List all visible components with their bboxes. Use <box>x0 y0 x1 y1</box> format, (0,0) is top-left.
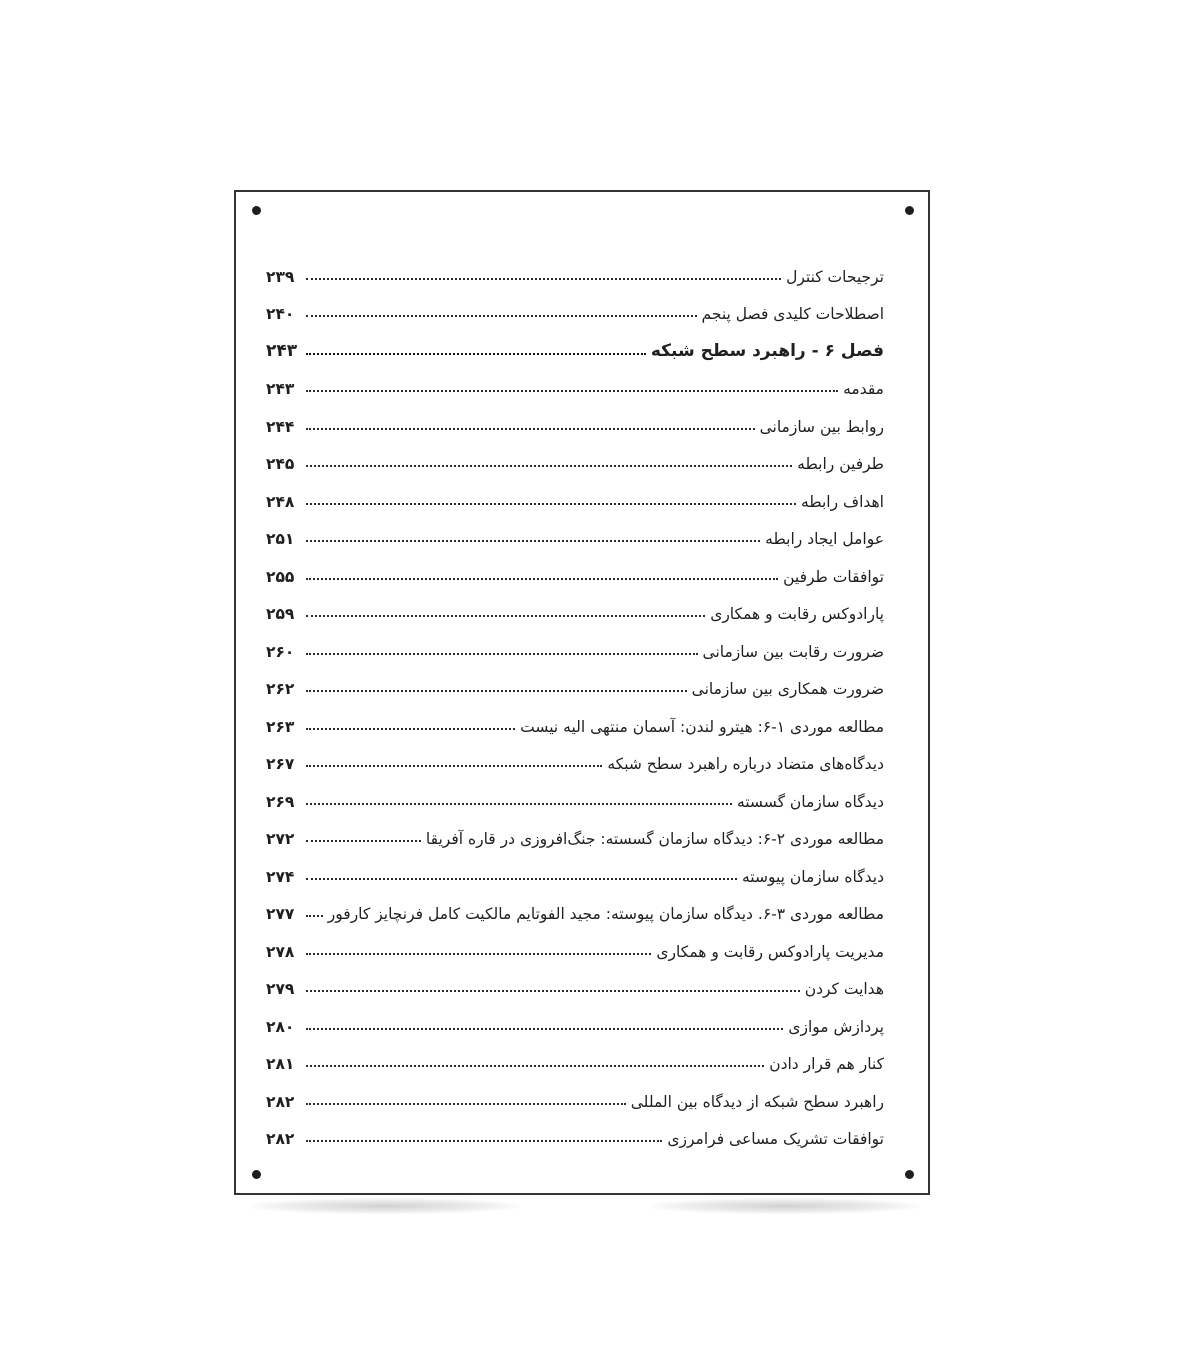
toc-entry <box>266 248 884 286</box>
toc-entry-title: ترجیحات کنترل <box>786 267 884 286</box>
toc-entry <box>266 1073 884 1111</box>
toc-page-number: ۲۴۰ <box>266 305 295 323</box>
toc-entry <box>266 511 884 549</box>
toc-page-number: ۲۴۴ <box>266 417 295 436</box>
toc-leader-dots <box>306 278 781 280</box>
toc-entry <box>266 848 884 886</box>
corner-dot-bottom-left <box>252 1170 261 1179</box>
toc-leader-dots <box>306 1028 783 1030</box>
toc-entry <box>266 773 884 811</box>
page-shadow-right <box>650 1198 920 1214</box>
toc-entry <box>266 586 884 624</box>
toc-leader-dots <box>306 1065 764 1067</box>
toc-entry-title: کنار هم قرار دادن <box>769 1055 884 1073</box>
toc-entry-title: پارادوکس رقابت و همکاری <box>710 605 884 623</box>
toc-leader-dots <box>306 803 732 805</box>
toc-page-number: ۲۶۹ <box>266 792 295 811</box>
toc-entry-title: راهبرد سطح شبکه از دیدگاه بین المللی <box>630 1092 884 1111</box>
toc-leader-dots <box>306 428 755 430</box>
toc-entry-title: توافقات تشریک مساعی فرامرزی <box>667 1130 884 1148</box>
toc-leader-dots <box>306 503 796 505</box>
toc-entry-title: مدیریت پارادوکس رقابت و همکاری <box>656 942 884 961</box>
toc-entry-title: فصل ۶ - راهبرد سطح شبکه <box>650 340 884 361</box>
toc-page-number: ۲۶۰ <box>266 642 295 661</box>
toc-leader-dots <box>306 728 515 730</box>
toc-page-number: ۲۷۹ <box>266 980 295 998</box>
toc-page-number: ۲۷۷ <box>266 905 295 923</box>
toc-entry <box>266 548 884 586</box>
toc-entry-title: اهداف رابطه <box>800 492 884 511</box>
toc-entry <box>266 698 884 736</box>
corner-dot-bottom-right <box>905 1170 914 1179</box>
corner-dot-top-left <box>252 206 261 215</box>
toc-page-number: ۲۸۰ <box>266 1017 295 1036</box>
toc-entry <box>266 811 884 849</box>
toc-leader-dots <box>306 690 687 692</box>
toc-entry <box>266 1036 884 1074</box>
toc-page-number: ۲۵۵ <box>266 567 295 586</box>
toc-page-number: ۲۵۱ <box>266 530 295 548</box>
toc-page-frame <box>234 190 930 1195</box>
toc-entry <box>266 361 884 399</box>
toc-entry-title: اصطلاحات کلیدی فصل پنجم <box>701 305 884 323</box>
toc-entry <box>266 398 884 436</box>
page-shadow-left <box>250 1198 520 1214</box>
table-of-contents <box>266 248 884 1148</box>
toc-page-number: ۲۶۷ <box>266 755 295 773</box>
toc-entry <box>266 1111 884 1149</box>
toc-leader-dots <box>306 953 651 955</box>
toc-page-number: ۲۴۵ <box>266 455 295 473</box>
toc-leader-dots <box>306 390 838 392</box>
toc-page-number: ۲۶۲ <box>266 680 295 698</box>
toc-entry-title: ضرورت همکاری بین سازمانی <box>691 680 884 698</box>
toc-leader-dots <box>306 1140 662 1142</box>
toc-entry <box>266 436 884 474</box>
toc-entry <box>266 736 884 774</box>
toc-leader-dots <box>306 653 698 655</box>
toc-page-number: ۲۸۱ <box>266 1055 295 1073</box>
toc-entry <box>266 623 884 661</box>
toc-leader-dots <box>306 878 737 880</box>
toc-entry-title: دیدگاه سازمان پیوسته <box>741 867 884 886</box>
toc-entry-title: مطالعه موردی ۳-۶. دیدگاه سازمان پیوسته: مجید الفوتایم مالکیت کامل فرنچایز کارفور <box>327 905 884 923</box>
toc-leader-dots <box>306 315 697 317</box>
toc-page-number: ۲۵۹ <box>266 605 295 623</box>
toc-page-number: ۲۴۳ <box>266 340 298 361</box>
toc-leader-dots <box>306 540 760 542</box>
toc-leader-dots <box>306 990 800 992</box>
toc-page-number: ۲۷۸ <box>266 942 295 961</box>
toc-entry-title: دیدگاه‌های متضاد درباره راهبرد سطح شبکه <box>607 755 884 773</box>
toc-entry-title: مقدمه <box>843 380 884 398</box>
toc-entry-title: عوامل ایجاد رابطه <box>765 530 884 548</box>
toc-page-number: ۲۸۲ <box>266 1092 295 1111</box>
toc-entry-title: هدایت کردن <box>804 980 884 998</box>
toc-leader-dots <box>306 1103 626 1105</box>
toc-entry <box>266 961 884 999</box>
toc-leader-dots <box>306 615 705 617</box>
toc-entry <box>266 998 884 1036</box>
toc-page-number: ۲۶۳ <box>266 717 295 736</box>
toc-leader-dots <box>306 915 323 917</box>
toc-leader-dots <box>306 465 792 467</box>
toc-chapter-heading <box>266 323 884 361</box>
toc-page-number: ۲۳۹ <box>266 267 295 286</box>
toc-entry <box>266 286 884 324</box>
toc-entry-title: روابط بین سازمانی <box>759 417 884 436</box>
toc-entry <box>266 661 884 699</box>
toc-page-number: ۲۴۳ <box>266 380 295 398</box>
toc-entry-title: ضرورت رقابت بین سازمانی <box>702 642 884 661</box>
corner-dot-top-right <box>905 206 914 215</box>
toc-entry-title: توافقات طرفین <box>783 567 884 586</box>
toc-page-number: ۲۷۴ <box>266 867 295 886</box>
toc-page-number: ۲۷۲ <box>266 830 295 848</box>
toc-entry-title: دیدگاه سازمان گسسته <box>736 792 884 811</box>
toc-leader-dots <box>306 840 421 842</box>
toc-entry-title: مطالعه موردی ۱-۶: هیترو لندن: آسمان منتهی الیه نیست <box>520 717 884 736</box>
toc-leader-dots <box>306 765 602 767</box>
toc-page-number: ۲۴۸ <box>266 492 295 511</box>
toc-entry <box>266 923 884 961</box>
toc-leader-dots <box>306 353 646 355</box>
toc-page-number: ۲۸۲ <box>266 1130 295 1148</box>
toc-entry-title: مطالعه موردی ۲-۶: دیدگاه سازمان گسسته: جنگ‌افروزی در قاره آفریقا <box>425 830 884 848</box>
toc-entry <box>266 886 884 924</box>
toc-entry-title: طرفین رابطه <box>797 455 884 473</box>
toc-leader-dots <box>306 578 778 580</box>
toc-entry <box>266 473 884 511</box>
toc-entry-title: پردازش موازی <box>788 1017 884 1036</box>
